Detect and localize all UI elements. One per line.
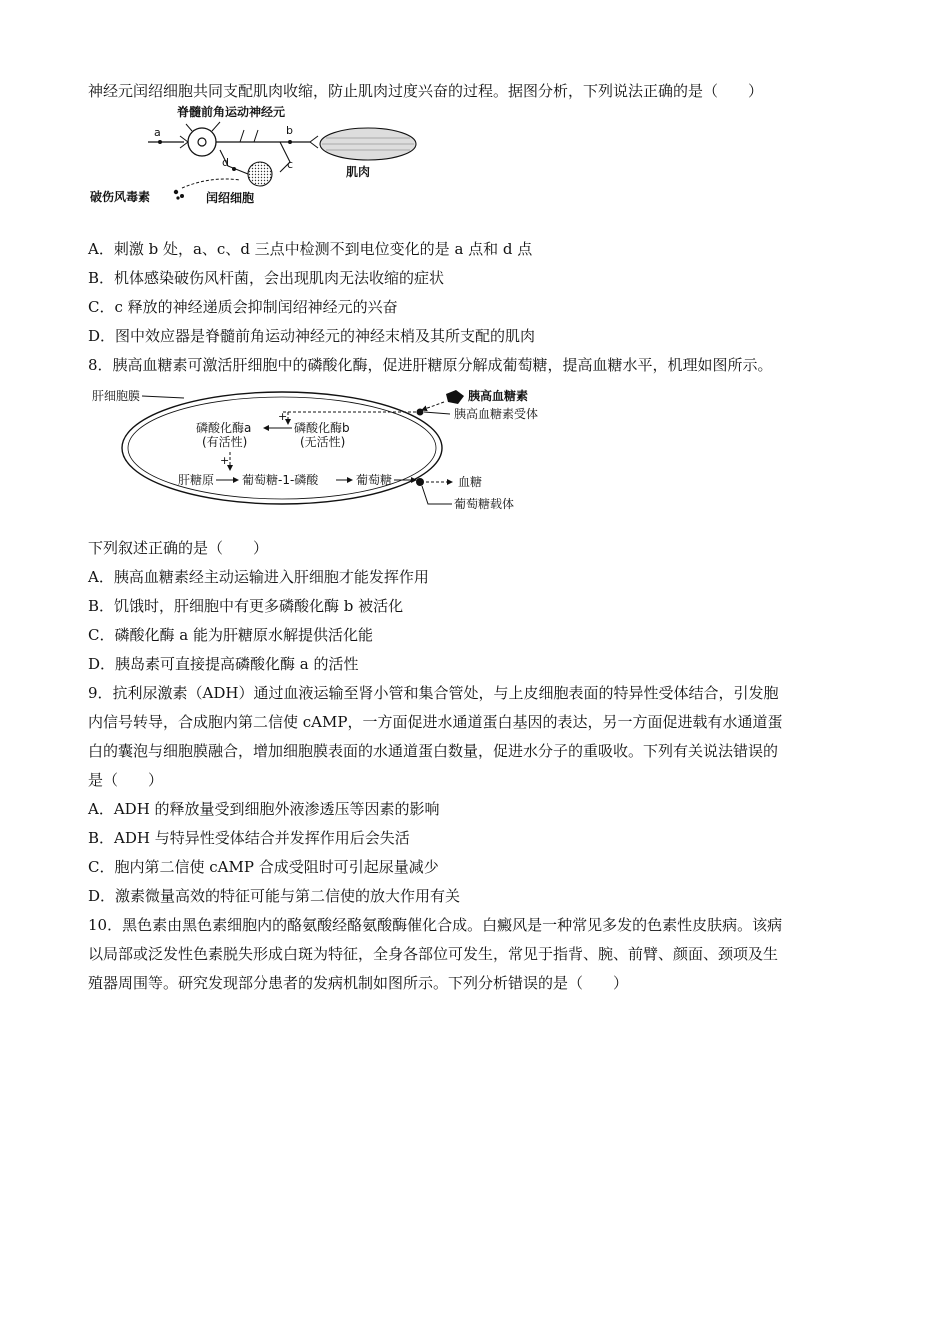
glycogen-label: 肝糖原 [178,473,215,487]
label-d: d [222,156,229,169]
q9-option-c: C．胞内第二信使 cAMP 合成受阻时可引起尿量减少 [88,858,439,876]
enzyme-a-state: (有活性) [202,435,248,449]
cell-membrane [122,392,442,504]
figure-title-motor-neuron: 脊髓前角运动神经元 [177,105,286,119]
glucose-label: 葡萄糖 [356,473,393,487]
q8-option-a: A．胰高血糖素经主动运输进入肝细胞才能发挥作用 [88,568,429,586]
renshaw-cell-body [248,162,272,186]
q10-stem-line-2: 以局部或泛发性色素脱失形成白斑为特征，全身各部位可发生，常见于指背、腕、前臂、颜面、颈项及生 [88,945,779,963]
glucose-carrier-dot [416,478,424,486]
carrier-label: 葡萄糖载体 [454,497,515,511]
q8-question: 下列叙述正确的是（ ） [88,539,269,557]
plus-sign-2: + [220,454,230,467]
membrane-label: 肝细胞膜 [92,389,141,403]
glucagon-label: 胰高血糖素 [468,389,529,403]
q9-stem-line-3: 白的囊泡与细胞膜融合，增加细胞膜表面的水通道蛋白数量，促进水分子的重吸收。下列有关说法错误的 [88,742,779,760]
liver-cell-figure [92,384,572,518]
q8-stem: 8．胰高血糖素可激活肝细胞中的磷酸化酶，促进肝糖原分解成葡萄糖，提高血糖水平，机理如图所示。 [88,356,773,374]
blood-sugar-label: 血糖 [458,475,483,489]
q8-option-b: B．饥饿时，肝细胞中有更多磷酸化酶 b 被活化 [88,597,404,615]
label-a: a [154,126,161,139]
g1p-label: 葡萄糖-1-磷酸 [242,473,319,487]
muscle-label: 肌肉 [346,165,371,179]
q9-option-b: B．ADH 与特异性受体结合并发挥作用后会失活 [88,829,410,847]
q9-stem-line-2: 内信号转导，合成胞内第二信使 cAMP，一方面促进水通道蛋白基因的表达，另一方面促进载有水通道蛋 [88,713,783,731]
label-c: c [287,158,294,171]
label-b: b [286,124,293,137]
toxin-label-text: 破伤风毒素 [90,190,151,204]
q8-option-d: D．胰岛素可直接提高磷酸化酶 a 的活性 [88,655,359,673]
renshaw-label: 闰绍细胞 [206,191,255,205]
q9-stem-line-4: 是（ ） [88,771,164,789]
q7-option-a: A．刺激 b 处，a、c、d 三点中检测不到电位变化的是 a 点和 d 点 [88,240,533,258]
q10-stem-line-3: 殖器周围等。研究发现部分患者的发病机制如图所示。下列分析错误的是（ ） [88,974,629,992]
plus-sign-1: + [278,410,288,423]
q9-option-a: A．ADH 的释放量受到细胞外液渗透压等因素的影响 [88,800,440,818]
q10-stem-line-1: 10．黑色素由黑色素细胞内的酪氨酸经酪氨酸酶催化合成。白癜风是一种常见多发的色素性皮肤病。该病 [88,916,783,934]
receptor-label: 胰高血糖素受体 [454,407,539,421]
q9-option-d: D．激素微量高效的特征可能与第二信使的放大作用有关 [88,887,461,905]
neuron-figure [140,104,430,212]
q8-option-c: C．磷酸化酶 a 能为肝糖原水解提供活化能 [88,626,373,644]
q7-option-d: D．图中效应器是脊髓前角运动神经元的神经末梢及其所支配的肌肉 [88,327,536,345]
enzyme-b-label: 磷酸化酶b [294,421,350,435]
q7-option-c: C．c 释放的神经递质会抑制闰绍神经元的兴奋 [88,298,398,316]
enzyme-b-state: (无活性) [300,435,346,449]
q9-stem-line-1: 9．抗利尿激素（ADH）通过血液运输至肾小管和集合管处，与上皮细胞表面的特异性受体结合，引发胞 [88,684,779,702]
q7-stem: 神经元闰绍细胞共同支配肌肉收缩，防止肌肉过度兴奋的过程。据图分析，下列说法正确的是（ ） [88,82,764,100]
q7-option-b: B．机体感染破伤风杆菌，会出现肌肉无法收缩的症状 [88,269,445,287]
enzyme-a-label: 磷酸化酶a [196,421,252,435]
